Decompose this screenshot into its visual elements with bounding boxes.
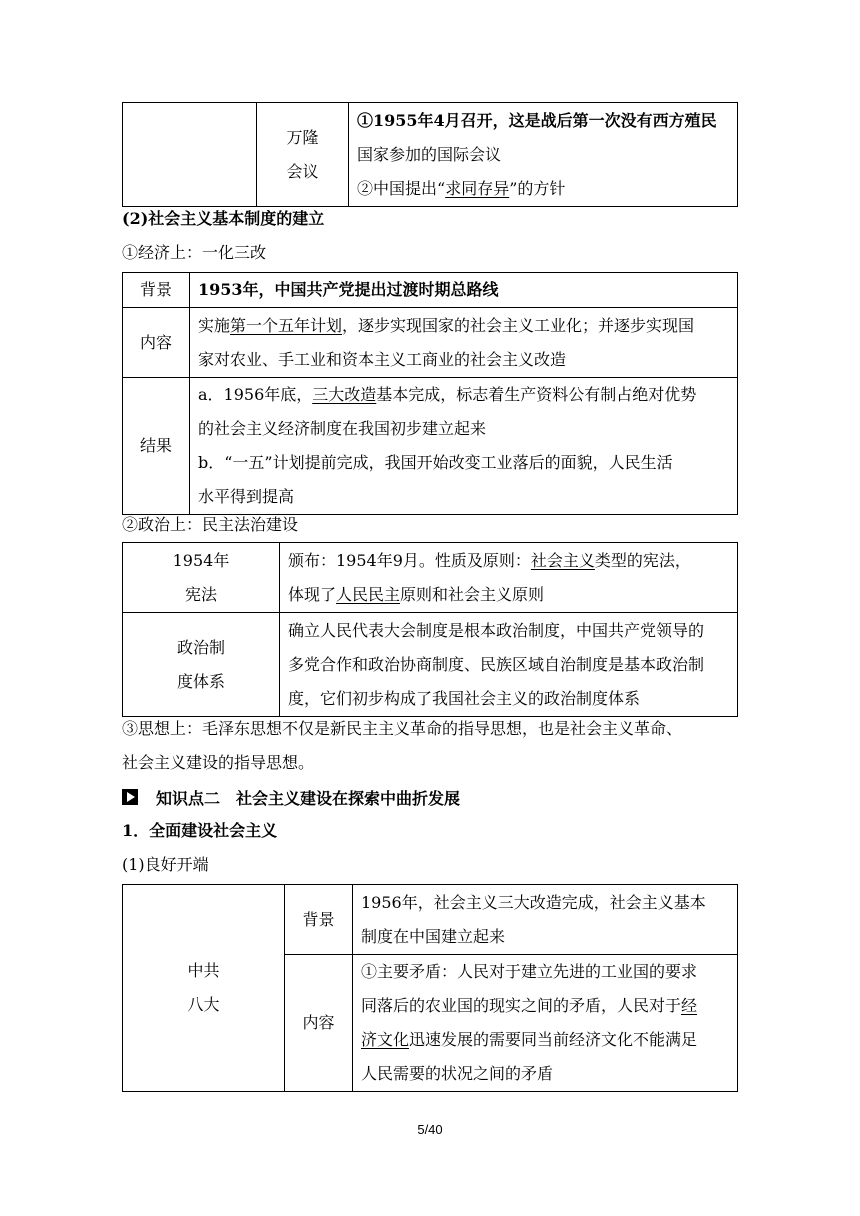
- economy-result-text: a．1956年底，三大改造基本完成，标志着生产资料公有制占绝对优势 的社会主义经济制度在我国初步建立起来 b．“一五”计划提前完成，我国开始改变工业落后的面貌，人民生活 水平得到提高: [190, 378, 738, 515]
- eighth-bg-text: 1956年，社会主义三大改造完成，社会主义基本 制度在中国建立起来: [353, 885, 738, 955]
- economy-content-text: 实施第一个五年计划，逐步实现国家的社会主义工业化；并逐步实现国 家对农业、手工业和资本主义工商业的社会主义改造: [190, 308, 738, 378]
- page-number: 5/40: [417, 1122, 443, 1137]
- bandung-table: [122, 102, 738, 207]
- section-ideology-line2: 社会主义建设的指导思想。: [122, 753, 315, 772]
- politics-table: [122, 542, 738, 717]
- bandung-content: ①1955年4月召开，这是战后第一次没有西方殖民 国家参加的国际会议 ②中国提出“求同存异”的方针: [349, 103, 738, 207]
- bandung-label: 万隆会议: [257, 103, 349, 207]
- subsection-good-start: (1)良好开端: [122, 855, 209, 874]
- eighth-bg-label: 背景: [285, 885, 353, 955]
- section-politics: ②政治上：民主法治建设: [122, 515, 299, 534]
- section-economy: ①经济上：一化三改: [122, 243, 267, 262]
- constitution-label: 1954年 宪法: [123, 543, 280, 613]
- bandung-empty-cell: [123, 103, 257, 207]
- economy-content-label: 内容: [123, 308, 190, 378]
- political-system-label: 政治制 度体系: [123, 613, 280, 717]
- political-system-text: 确立人民代表大会制度是根本政治制度，中国共产党领导的 多党合作和政治协商制度、民族区域自治制度是基本政治制 度，它们初步构成了我国社会主义的政治制度体系: [280, 613, 738, 717]
- knowledge-point-heading: 知识点二 社会主义建设在探索中曲折发展: [122, 780, 460, 814]
- economy-bg-text: 1953年，中国共产党提出过渡时期总路线: [190, 273, 738, 308]
- play-triangle-icon: [122, 789, 138, 805]
- eighth-congress-label: 中共 八大: [123, 885, 285, 1092]
- eighth-congress-table: [122, 884, 738, 1092]
- subsection-heading: 1．全面建设社会主义: [122, 821, 278, 840]
- constitution-text: 颁布：1954年9月。性质及原则：社会主义类型的宪法， 体现了人民民主原则和社会主义原则: [280, 543, 738, 613]
- economy-bg-label: 背景: [123, 273, 190, 308]
- section-basic-system: (2)社会主义基本制度的建立: [122, 209, 325, 228]
- section-ideology-line1: ③思想上：毛泽东思想不仅是新民主主义革命的指导思想，也是社会主义革命、: [122, 719, 683, 738]
- eighth-content-label: 内容: [285, 955, 353, 1092]
- eighth-content-text: ①主要矛盾：人民对于建立先进的工业国的要求 同落后的农业国的现实之间的矛盾，人民对于经 济文化迅速发展的需要同当前经济文化不能满足 人民需要的状况之间的矛盾: [353, 955, 738, 1092]
- economy-result-label: 结果: [123, 378, 190, 515]
- economy-table: [122, 272, 738, 515]
